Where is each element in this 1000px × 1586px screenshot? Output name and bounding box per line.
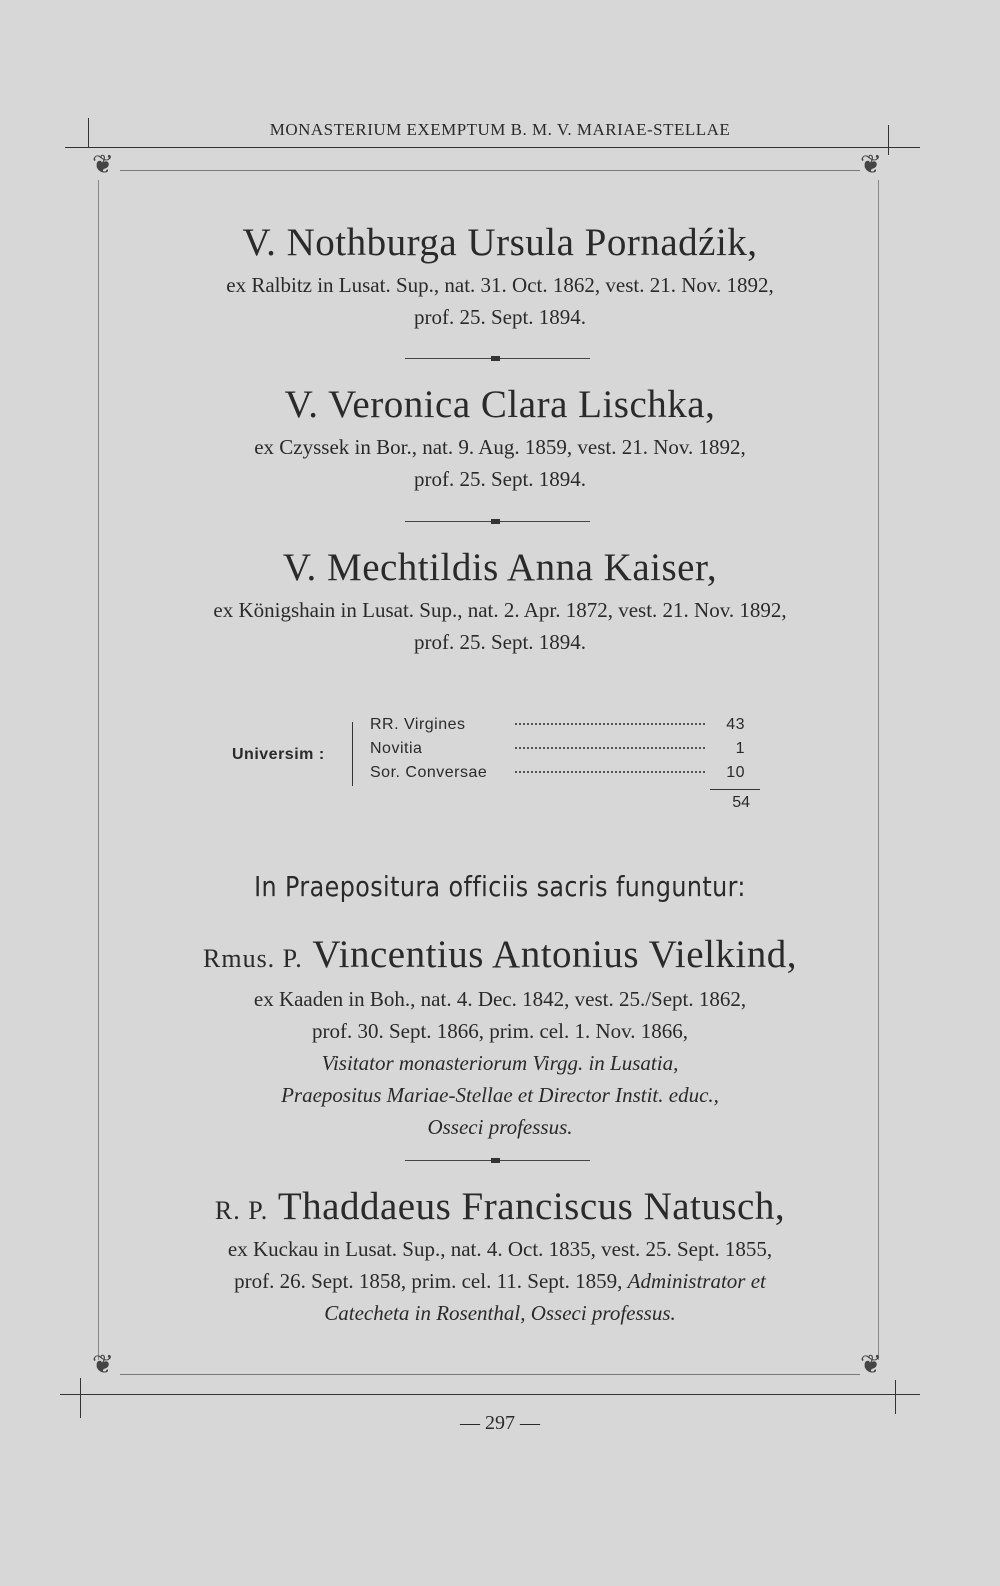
entry-name: V. Veronica Clara Lischka,	[284, 383, 716, 426]
entry-detail-line: ex Czyssek in Bor., nat. 9. Aug. 1859, vest. 21. Nov. 1892,	[254, 435, 746, 459]
entry-vielkind	[0, 932, 1000, 1143]
entry-detail-line: prof. 25. Sept. 1894.	[413, 467, 587, 491]
tally-row	[370, 740, 745, 758]
tally-row-value: 43	[726, 716, 745, 733]
entry-kaiser	[0, 545, 1000, 658]
entry-name-line	[0, 1184, 1000, 1229]
tally-row-value: 10	[726, 764, 745, 781]
footer-rule-right-tick	[895, 1380, 896, 1414]
separator-rule	[405, 521, 590, 522]
entry-detail-line: ex Königshain in Lusat. Sup., nat. 2. Apr. 1872, vest. 21. Nov. 1892,	[213, 598, 787, 622]
frame-top	[120, 170, 860, 171]
entry-pornadzik	[0, 220, 1000, 333]
separator-rule	[405, 358, 590, 359]
entry-office-line: Osseci professus.	[427, 1115, 573, 1139]
entry-office-inline: Administrator et	[627, 1269, 766, 1293]
entry-name-line	[0, 932, 1000, 977]
entry-detail-line: prof. 30. Sept. 1866, prim. cel. 1. Nov. 1866,	[311, 1019, 688, 1043]
tally-total: 54	[732, 794, 750, 811]
entry-office-line: Catecheta in Rosenthal, Osseci professus.	[324, 1301, 676, 1325]
header-rule-right-tick	[888, 125, 889, 155]
entry-natusch	[0, 1184, 1000, 1329]
entry-detail-line: prof. 25. Sept. 1894.	[413, 630, 587, 654]
entry-title-prefix: Rmus. P.	[203, 944, 303, 973]
entry-detail-line: prof. 25. Sept. 1894.	[413, 305, 587, 329]
entry-detail-line	[0, 1265, 1000, 1297]
leader-dots	[515, 747, 705, 749]
entry-detail-line: ex Ralbitz in Lusat. Sup., nat. 31. Oct. 1862, vest. 21. Nov. 1892,	[226, 273, 774, 297]
leader-dots	[515, 771, 705, 773]
corner-ornament-top-right: ❦	[860, 150, 882, 179]
tally-sum-rule	[710, 789, 760, 790]
footer-rule	[60, 1394, 920, 1395]
frame-left	[98, 180, 99, 1360]
page-number: — 297 —	[460, 1412, 540, 1434]
entry-office-line: Visitator monasteriorum Virgg. in Lusatia,	[321, 1051, 679, 1075]
entry-detail-line: ex Kaaden in Boh., nat. 4. Dec. 1842, vest. 25./Sept. 1862,	[253, 987, 747, 1011]
header-rule-left-tick	[88, 118, 89, 148]
section-heading: In Praepositura officiis sacris funguntur:	[254, 870, 746, 903]
frame-bottom	[120, 1374, 860, 1375]
community-tally	[220, 718, 780, 818]
tally-row-label: RR. Virgines	[370, 716, 466, 733]
corner-ornament-bottom-right: ❦	[860, 1350, 882, 1379]
tally-row-label: Sor. Conversae	[370, 764, 488, 781]
header-rule	[65, 147, 920, 148]
entry-lischka	[0, 382, 1000, 495]
leader-dots	[515, 723, 705, 725]
tally-label: Universim :	[232, 746, 325, 763]
tally-row-value: 1	[735, 740, 745, 757]
entry-name: Vincentius Antonius Vielkind,	[312, 933, 797, 976]
entry-detail-text: prof. 26. Sept. 1858, prim. cel. 11. Sept. 1859,	[234, 1269, 623, 1293]
entry-name: V. Mechtildis Anna Kaiser,	[282, 546, 718, 589]
tally-brace	[352, 722, 361, 786]
running-header: MONASTERIUM EXEMPTUM B. M. V. MARIAE-STELLAE	[269, 120, 731, 139]
entry-title-prefix: R. P.	[214, 1196, 269, 1225]
entry-name: Thaddaeus Franciscus Natusch,	[277, 1185, 786, 1228]
entry-name: V. Nothburga Ursula Pornadźik,	[242, 221, 758, 264]
entry-detail-line: ex Kuckau in Lusat. Sup., nat. 4. Oct. 1835, vest. 25. Sept. 1855,	[227, 1237, 773, 1261]
tally-row	[370, 716, 745, 734]
corner-ornament-bottom-left: ❦	[92, 1350, 114, 1379]
tally-row	[370, 764, 745, 782]
frame-right	[878, 180, 879, 1360]
entry-office-line: Praepositus Mariae-Stellae et Director Instit. educ.,	[281, 1083, 719, 1107]
corner-ornament-top-left: ❦	[92, 150, 114, 179]
tally-row-label: Novitia	[370, 740, 423, 757]
separator-rule	[405, 1160, 590, 1161]
